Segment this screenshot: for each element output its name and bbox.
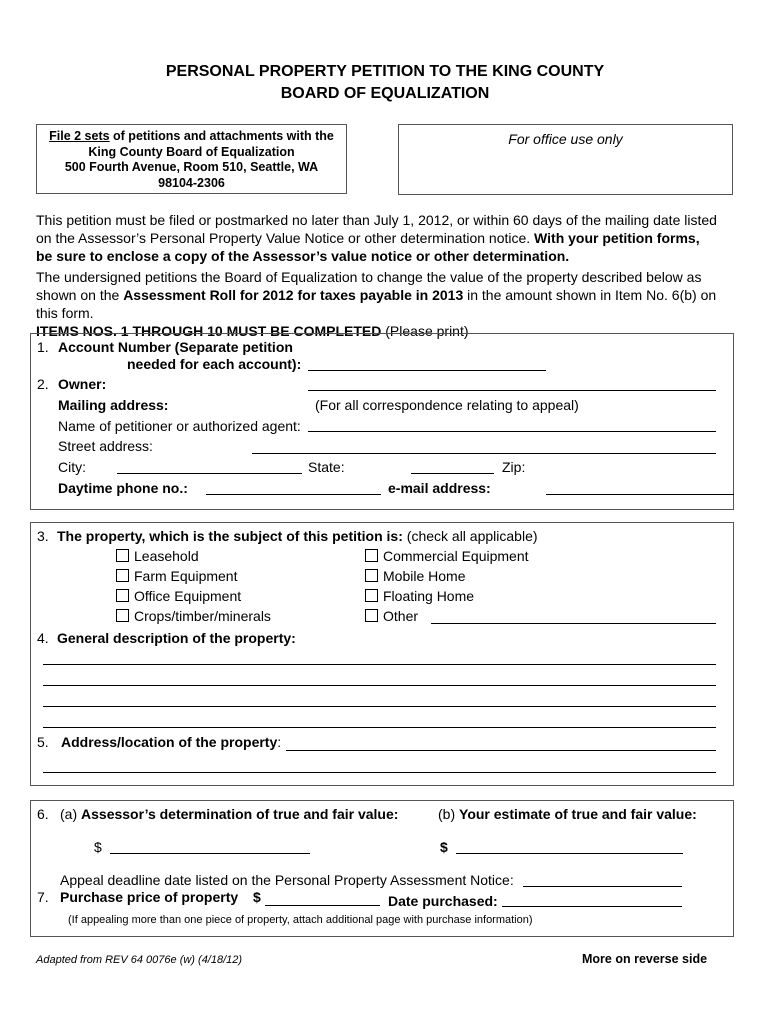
property-type-label: The property, which is the subject of this petition is: [57, 528, 403, 544]
state-label: State: [308, 459, 345, 475]
petitioner-name-field[interactable] [308, 431, 716, 432]
leasehold-label: Leasehold [134, 548, 199, 564]
property-address-field[interactable] [286, 750, 716, 751]
item-5-number: 5. [37, 734, 49, 750]
your-estimate-label: Your estimate of true and fair value: [459, 806, 697, 822]
notice-line3: be sure to enclose a copy of the Assessor’s value notice or other determination. [36, 248, 570, 264]
street-address-field[interactable] [252, 453, 716, 454]
dollar-sign-7: $ [253, 889, 261, 905]
farm-equipment-checkbox[interactable] [116, 569, 129, 582]
phone-label: Daytime phone no.: [58, 480, 188, 496]
notice-line2-bold: With your petition forms, [534, 230, 700, 246]
email-field[interactable] [546, 494, 734, 495]
appeal-deadline-field[interactable] [523, 886, 682, 887]
commercial-equipment-checkbox[interactable] [365, 549, 378, 562]
file-box-line4: 98104-2306 [158, 175, 225, 190]
floating-home-label: Floating Home [383, 588, 475, 604]
description-line-1[interactable] [43, 664, 716, 665]
item-1-number: 1. [37, 339, 49, 355]
property-address-label: Address/location of the property [61, 734, 278, 750]
notice2-line2b: in the amount shown in Item No. 6(b) on [467, 287, 717, 303]
adapted-from-text: Adapted from REV 64 0076e (w) (4/18/12) [36, 954, 243, 966]
item-2-number: 2. [37, 376, 49, 392]
your-estimate-field[interactable] [456, 853, 683, 854]
account-number-label: Account Number (Separate petition [58, 339, 293, 355]
dollar-sign-a: $ [94, 839, 102, 855]
crops-label: Crops/timber/minerals [134, 608, 271, 624]
more-on-reverse-text: More on reverse side [582, 952, 708, 966]
notice2-line2a: shown on the [36, 287, 120, 303]
purchase-price-field[interactable] [265, 905, 380, 906]
item-4-number: 4. [37, 630, 49, 646]
description-line-3[interactable] [43, 706, 716, 707]
file-2-sets: File 2 sets [49, 129, 110, 143]
floating-home-checkbox[interactable] [365, 589, 378, 602]
mailing-address-label: Mailing address: [58, 397, 169, 413]
assessor-value-label: Assessor’s determination of true and fair value: [81, 806, 399, 822]
form-title-line2: BOARD OF EQUALIZATION [280, 85, 490, 102]
item-3-number: 3. [37, 528, 49, 544]
notice-paragraph-2 [36, 268, 746, 340]
address-colon: : [277, 734, 282, 750]
owner-label: Owner: [58, 376, 107, 392]
owner-field[interactable] [308, 390, 716, 391]
zip-label: Zip: [502, 459, 526, 475]
items-required-text: ITEMS NOS. 1 THROUGH 10 MUST BE COMPLETED [36, 323, 382, 339]
other-label: Other [383, 608, 419, 624]
street-address-label: Street address: [58, 438, 153, 454]
file-box-line1: of petitions and attachments with the [109, 129, 334, 143]
mobile-home-label: Mobile Home [383, 568, 466, 584]
state-field[interactable] [411, 473, 494, 474]
mobile-home-checkbox[interactable] [365, 569, 378, 582]
email-label: e-mail address: [388, 480, 491, 496]
account-number-label-2: needed for each account): [127, 356, 302, 372]
item-6-number: 6. [37, 806, 49, 822]
please-print-text: (Please print) [385, 323, 469, 339]
property-address-line-2[interactable] [43, 772, 716, 773]
assessment-roll-text: Assessment Roll for 2012 for taxes payable in 2013 [123, 287, 464, 303]
account-number-field[interactable] [308, 370, 546, 371]
dollar-sign-b: $ [440, 839, 448, 855]
other-field[interactable] [431, 623, 716, 624]
city-label: City: [58, 459, 86, 475]
notice2-line1: The undersigned petitions the Board of Equalization to change the value of the property described below as [36, 269, 702, 285]
crops-checkbox[interactable] [116, 609, 129, 622]
other-checkbox[interactable] [365, 609, 378, 622]
file-box-line2: King County Board of Equalization [88, 144, 295, 159]
file-box-line3: 500 Fourth Avenue, Room 510, Seattle, WA [64, 160, 319, 174]
leasehold-checkbox[interactable] [116, 549, 129, 562]
general-description-label: General description of the property: [57, 630, 296, 646]
check-all-applicable: (check all applicable) [406, 528, 538, 544]
phone-field[interactable] [206, 494, 381, 495]
office-equipment-label: Office Equipment [134, 588, 242, 604]
item-6a-label: (a) [60, 806, 78, 822]
assessor-value-field[interactable] [110, 853, 310, 854]
notice2-line3: this form. [36, 305, 94, 321]
farm-equipment-label: Farm Equipment [134, 568, 238, 584]
office-use-label: For office use only [508, 131, 623, 147]
office-equipment-checkbox[interactable] [116, 589, 129, 602]
notice-paragraph-1 [36, 211, 736, 265]
form-title-line1: PERSONAL PROPERTY PETITION TO THE KING COUNTY [165, 63, 605, 80]
city-field[interactable] [117, 473, 302, 474]
filing-instructions-box [36, 124, 347, 194]
mailing-address-note: (For all correspondence relating to appeal) [315, 397, 579, 413]
item-7-number: 7. [37, 889, 49, 905]
notice-line1: This petition must be filed or postmarked no later than July 1, 2012, or within 60 days of the mailing date listed [36, 212, 717, 228]
purchase-note: (If appealing more than one piece of property, attach additional page with purchase information) [68, 914, 533, 926]
office-use-box [398, 124, 733, 195]
item-6b-label: (b) [438, 806, 456, 822]
description-line-2[interactable] [43, 685, 716, 686]
description-line-4[interactable] [43, 727, 716, 728]
purchase-price-label: Purchase price of property [60, 889, 239, 905]
petitioner-name-label: Name of petitioner or authorized agent: [58, 418, 301, 434]
notice-line2: on the Assessor’s Personal Property Value Notice or other determination notice. [36, 230, 531, 246]
appeal-deadline-label: Appeal deadline date listed on the Personal Property Assessment Notice: [60, 872, 514, 888]
date-purchased-label: Date purchased: [388, 893, 498, 909]
date-purchased-field[interactable] [502, 906, 682, 907]
commercial-equipment-label: Commercial Equipment [383, 548, 529, 564]
